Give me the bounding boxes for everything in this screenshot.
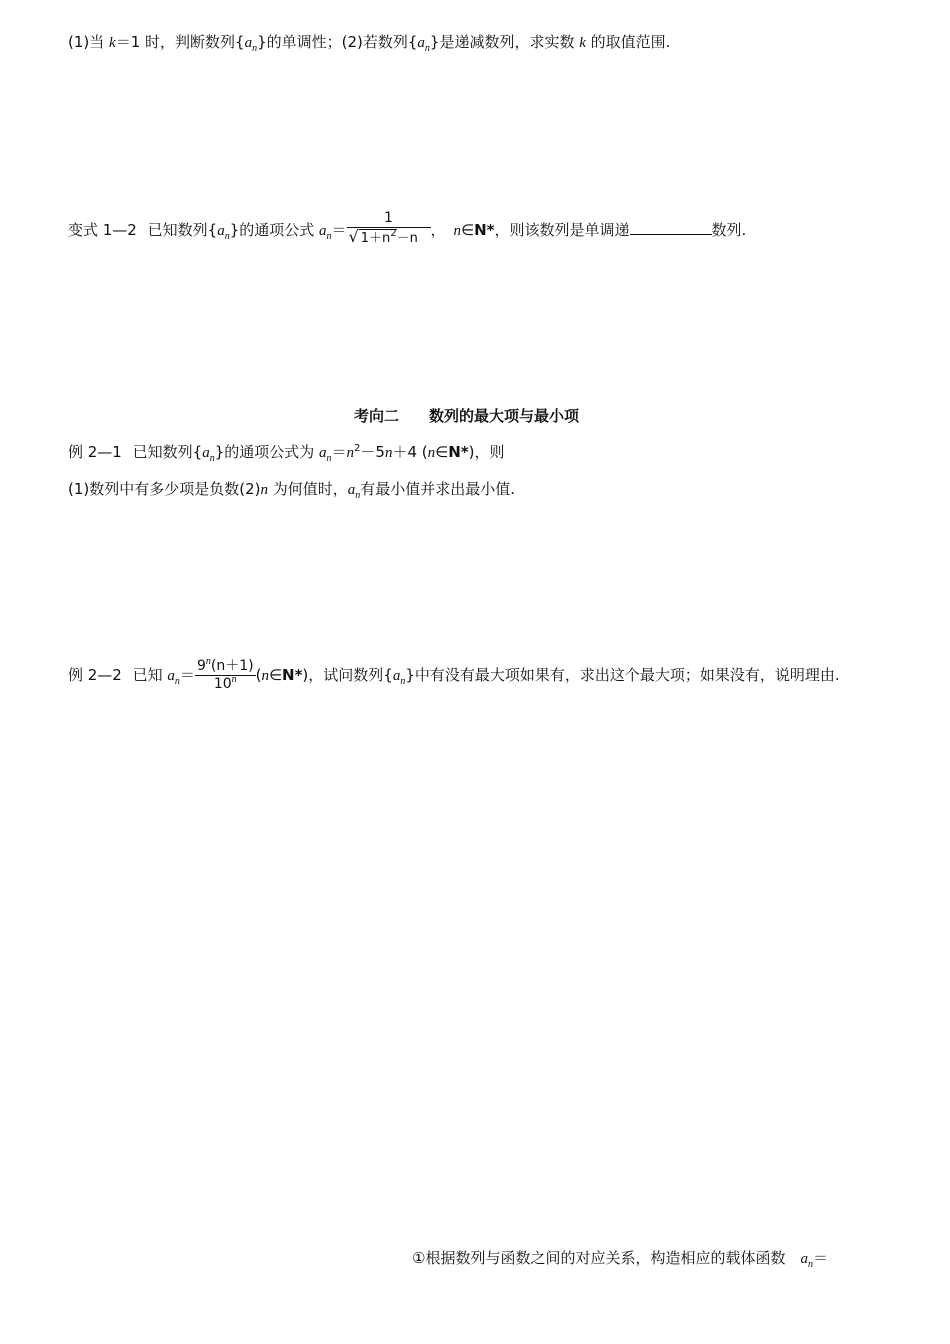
text: }的通项公式为 [214,443,319,461]
text: ＝1 时，判断数列{ [115,33,245,51]
superscript: n [231,674,237,685]
set-symbol: N* [448,443,469,461]
text: ＝ [812,1249,828,1267]
subscript-n: n [807,1259,813,1270]
text: }的单调性；(2)若数列{ [257,33,418,51]
text: 数列. [711,221,747,239]
fraction-denominator [195,675,256,693]
text: ∈ [461,221,475,239]
fraction [347,210,431,247]
text: ，则该数列是单调递 [494,221,630,239]
text: ＋4 ( [392,443,428,461]
text: 为何值时， [268,480,348,498]
text: ＝ [331,443,347,461]
subscript-n: n [355,490,361,501]
example-2-2-line [68,656,840,695]
example-label: 例 2—1 [68,443,122,461]
subscript-n: n [400,676,406,687]
fraction-denominator [347,227,431,247]
text: }是递减数列，求实数 [429,33,580,51]
text: (1)数列中有多少项是负数(2) [68,480,261,498]
superscript: 2 [390,228,397,239]
var-n: n [261,668,269,684]
text: 已知数列{ [132,443,203,461]
var-a: a [244,35,253,51]
text: ＝ [179,666,195,684]
text: )，则 [468,443,505,461]
question-1-line [68,32,670,53]
text: )，试问数列{ [302,666,393,684]
text: (n＋1) [210,658,254,674]
subscript-n: n [174,676,180,687]
var-a: a [319,223,327,239]
subscript-n: n [224,231,230,242]
var-a: a [202,445,210,461]
text: 的取值范围. [585,33,671,51]
fraction [195,658,256,693]
subscript-n: n [326,453,332,464]
text: 10 [213,676,232,692]
text: 1＋n [360,231,391,246]
var-a: a [319,445,327,461]
example-2-1-line [68,442,504,463]
example-label: 例 2—2 [68,666,122,684]
text: ∈ [268,666,283,684]
var-n: n [260,482,268,498]
set-symbol: N* [474,221,495,239]
text: ①根据数列与函数之间的对应关系，构造相应的载体函数 [412,1249,801,1267]
text: }中有没有最大项如果有，求出这个最大项；如果没有，说明理由. [405,666,840,684]
text: 已知 [132,666,168,684]
fraction-numerator [195,658,256,675]
sqrt-icon: √ [348,227,359,246]
variant-1-2-line [68,212,746,249]
var-n: n [346,445,355,461]
var-a: a [800,1251,808,1267]
text: }的通项公式 [229,221,319,239]
set-symbol: N* [282,666,303,684]
text: 有最小值并求出最小值. [360,480,516,498]
footer-note [412,1248,828,1269]
example-2-1-questions [68,479,515,500]
var-a: a [417,35,425,51]
text: ， [430,221,446,239]
text: －n [396,231,418,246]
subscript-n: n [252,43,258,54]
var-a: a [217,223,225,239]
superscript: 2 [354,443,361,454]
var-k: k [109,35,116,51]
var-a: a [347,482,356,498]
subscript-n: n [326,231,332,242]
text: 9 [196,658,206,674]
subscript-n: n [424,43,430,54]
var-n: n [453,223,462,239]
text: (1)当 [68,33,110,51]
text: ( [255,666,262,684]
var-a: a [167,668,175,684]
text: 已知数列{ [147,221,218,239]
text: ＝ [331,221,347,239]
fraction-numerator: 1 [384,210,393,226]
answer-blank[interactable] [630,220,712,235]
var-a: a [392,668,401,684]
section-heading: 考向二 数列的最大项与最小项 [354,407,580,425]
var-n: n [427,445,436,461]
text: ∈ [435,443,449,461]
subscript-n: n [209,453,215,464]
text: －5 [360,443,385,461]
sqrt-body [359,229,397,247]
superscript: n [205,656,211,667]
variant-label: 变式 1—2 [68,221,137,239]
var-n: n [384,445,393,461]
var-k: k [579,35,586,51]
